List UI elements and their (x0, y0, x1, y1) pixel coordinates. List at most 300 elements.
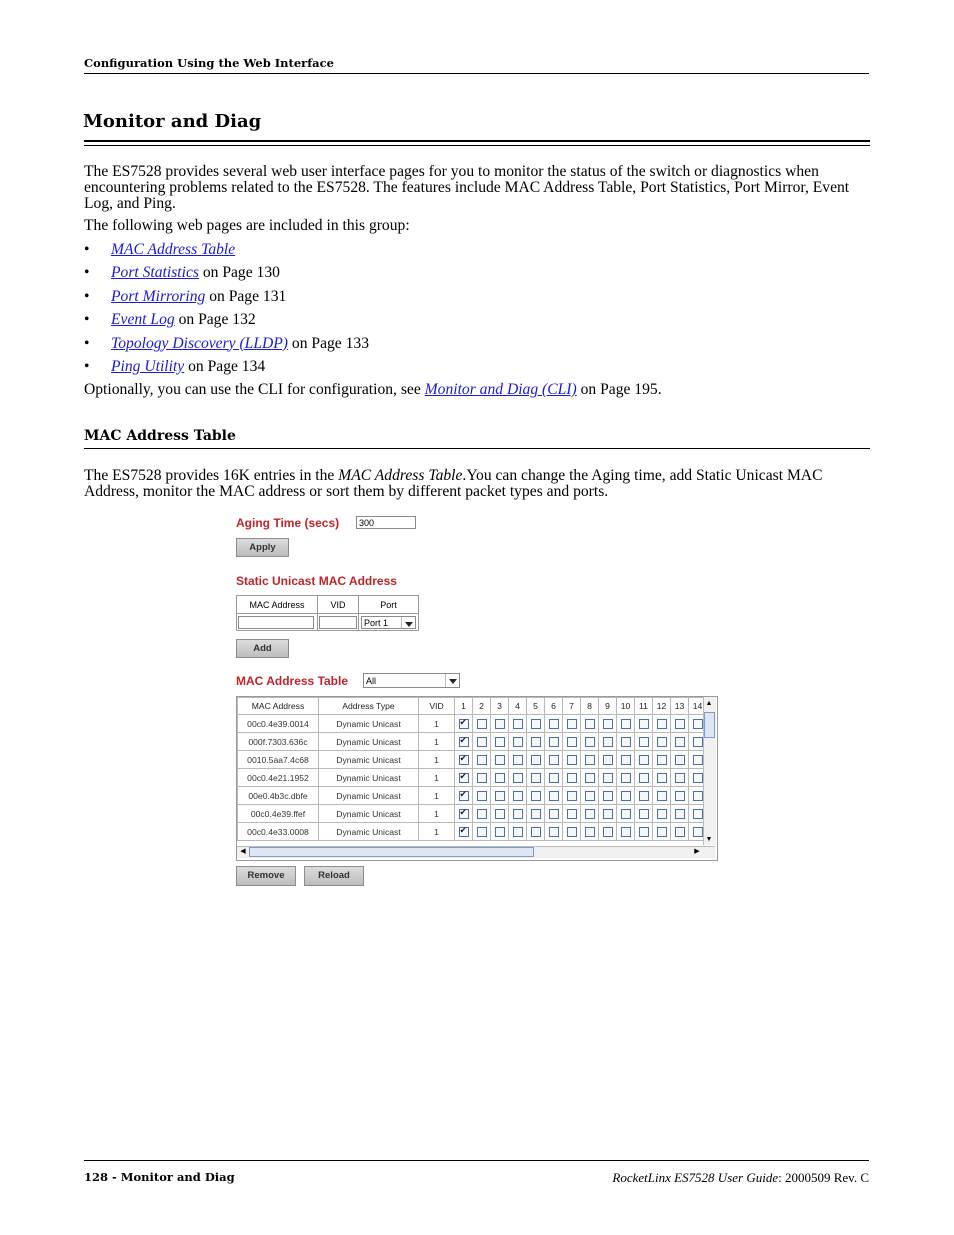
static-vid-cell (318, 614, 359, 631)
port-checkbox[interactable] (639, 791, 649, 801)
port-checkbox[interactable] (693, 827, 703, 837)
port-cell (545, 823, 563, 841)
column-header[interactable]: VID (419, 698, 455, 715)
port-checkbox[interactable] (603, 791, 613, 801)
port-cell (455, 751, 473, 769)
bullet: • (84, 241, 90, 258)
port-cell (671, 733, 689, 751)
port-cell (653, 715, 671, 733)
port-cell (509, 805, 527, 823)
port-cell (617, 769, 635, 787)
list-item (84, 311, 369, 334)
static-port-select[interactable] (361, 616, 416, 629)
static-mac-title: Static Unicast MAC Address (236, 574, 397, 588)
static-col-vid: VID (318, 596, 359, 614)
port-checkbox[interactable] (549, 827, 559, 837)
cell-mac: 00c0.4e39.ffef (238, 805, 319, 823)
port-cell (635, 769, 653, 787)
mac-address-table (237, 697, 707, 841)
port-checkbox[interactable] (657, 827, 667, 837)
port-checkbox[interactable] (603, 827, 613, 837)
port-checkbox[interactable] (657, 809, 667, 819)
port-cell (563, 715, 581, 733)
port-checkbox[interactable] (621, 719, 631, 729)
scroll-left-icon[interactable]: ◀ (240, 848, 246, 855)
table-header-row (238, 698, 707, 715)
port-checkbox[interactable] (549, 755, 559, 765)
port-cell (653, 733, 671, 751)
port-checkbox[interactable] (477, 719, 487, 729)
list-item (84, 358, 369, 381)
port-checkbox[interactable] (495, 809, 505, 819)
link-mac-address-table[interactable]: MAC Address Table (111, 241, 236, 258)
port-cell (545, 715, 563, 733)
port-cell (545, 751, 563, 769)
port-cell (563, 769, 581, 787)
port-cell (635, 715, 653, 733)
port-cell (509, 787, 527, 805)
port-checkbox[interactable] (585, 827, 595, 837)
port-checkbox[interactable] (603, 755, 613, 765)
port-checkbox[interactable] (477, 755, 487, 765)
column-header[interactable]: 13 (671, 698, 689, 715)
port-cell (671, 769, 689, 787)
port-checkbox[interactable] (531, 827, 541, 837)
port-checkbox[interactable] (675, 737, 685, 747)
bullet: • (84, 334, 90, 352)
cell-type: Dynamic Unicast (319, 787, 419, 805)
column-header[interactable]: 5 (527, 698, 545, 715)
port-checkbox[interactable] (675, 755, 685, 765)
table-row[interactable] (238, 823, 707, 841)
page-ref: on Page 133 (288, 334, 370, 352)
aging-time-input[interactable]: 300 (356, 516, 416, 529)
page-ref: on Page 132 (174, 311, 256, 329)
footer-page-label: 128 - Monitor and Diag (84, 1170, 235, 1184)
port-checkbox[interactable] (693, 737, 703, 747)
port-checkbox[interactable] (639, 827, 649, 837)
cell-mac: 0010.5aa7.4c68 (238, 751, 319, 769)
port-checkbox[interactable] (513, 827, 523, 837)
port-cell (563, 751, 581, 769)
port-cell (599, 715, 617, 733)
port-cell (599, 751, 617, 769)
port-checkbox[interactable] (621, 791, 631, 801)
port-checkbox[interactable] (585, 773, 595, 783)
port-checkbox[interactable] (621, 737, 631, 747)
port-cell (455, 823, 473, 841)
port-checkbox[interactable] (495, 719, 505, 729)
port-checkbox[interactable] (513, 773, 523, 783)
port-checkbox[interactable] (693, 773, 703, 783)
static-mac-cell (237, 614, 318, 631)
column-header[interactable]: 11 (635, 698, 653, 715)
port-cell (509, 769, 527, 787)
port-cell (653, 805, 671, 823)
port-checkbox[interactable] (621, 755, 631, 765)
port-cell (671, 823, 689, 841)
port-checkbox[interactable] (585, 809, 595, 819)
port-checkbox[interactable] (477, 773, 487, 783)
cell-type: Dynamic Unicast (319, 769, 419, 787)
port-checkbox[interactable] (531, 737, 541, 747)
static-mac-input[interactable] (238, 616, 314, 629)
port-checkbox[interactable] (459, 827, 469, 837)
bullet: • (84, 357, 90, 375)
cell-vid: 1 (419, 823, 455, 841)
column-header[interactable]: 4 (509, 698, 527, 715)
port-checkbox[interactable] (459, 791, 469, 801)
port-checkbox[interactable] (639, 719, 649, 729)
port-cell (491, 733, 509, 751)
mac-filter-value: All (366, 676, 377, 686)
static-port-value: Port 1 (364, 618, 389, 628)
port-checkbox[interactable] (549, 719, 559, 729)
mac-filter-select[interactable] (363, 673, 460, 688)
port-checkbox[interactable] (675, 791, 685, 801)
port-cell (527, 751, 545, 769)
port-checkbox[interactable] (693, 809, 703, 819)
table-row[interactable] (238, 787, 707, 805)
list-item (84, 241, 369, 264)
port-checkbox[interactable] (585, 755, 595, 765)
table-row[interactable] (238, 715, 707, 733)
port-checkbox[interactable] (693, 791, 703, 801)
footer-doc-rev: : 2000509 Rev. C (778, 1170, 869, 1185)
cli-suffix: on Page 195. (576, 381, 662, 398)
port-checkbox[interactable] (549, 809, 559, 819)
running-header: Configuration Using the Web Interface (84, 56, 334, 70)
port-cell (527, 787, 545, 805)
port-cell (455, 715, 473, 733)
port-cell (509, 823, 527, 841)
port-checkbox[interactable] (567, 791, 577, 801)
aging-time-label: Aging Time (secs) (236, 516, 340, 530)
port-cell (599, 823, 617, 841)
table-row[interactable] (238, 805, 707, 823)
link-ping-utility[interactable]: Ping Utility (111, 357, 185, 375)
list-item (84, 288, 369, 311)
port-checkbox[interactable] (459, 719, 469, 729)
column-header[interactable]: MAC Address (238, 698, 319, 715)
port-cell (581, 823, 599, 841)
port-cell (527, 733, 545, 751)
text-run: The ES7528 provides 16K entries in the (84, 467, 339, 484)
port-checkbox[interactable] (639, 809, 649, 819)
static-mac-table (236, 595, 419, 631)
port-checkbox[interactable] (459, 773, 469, 783)
port-cell (617, 733, 635, 751)
port-checkbox[interactable] (639, 755, 649, 765)
port-checkbox[interactable] (567, 737, 577, 747)
scroll-down-icon[interactable]: ▼ (705, 836, 713, 843)
static-vid-input[interactable] (319, 616, 357, 629)
port-cell (545, 733, 563, 751)
page-ref: on Page 134 (184, 357, 266, 375)
link-topology-discovery[interactable]: Topology Discovery (LLDP) (111, 334, 289, 352)
column-header[interactable]: 7 (563, 698, 581, 715)
port-checkbox[interactable] (477, 791, 487, 801)
cell-mac: 00c0.4e33.0008 (238, 823, 319, 841)
port-checkbox[interactable] (585, 737, 595, 747)
port-checkbox[interactable] (549, 773, 559, 783)
table-row[interactable] (238, 733, 707, 751)
port-cell (581, 769, 599, 787)
port-cell (617, 823, 635, 841)
port-checkbox[interactable] (639, 773, 649, 783)
cell-mac: 00e0.4b3c.dbfe (238, 787, 319, 805)
mac-table-title: MAC Address Table (236, 674, 349, 688)
footer-doc-label (612, 1170, 869, 1186)
port-checkbox[interactable] (459, 755, 469, 765)
port-cell (635, 787, 653, 805)
column-header[interactable]: 1 (455, 698, 473, 715)
port-cell (491, 715, 509, 733)
list-item (84, 264, 369, 287)
port-checkbox[interactable] (567, 755, 577, 765)
cell-vid: 1 (419, 751, 455, 769)
link-monitor-diag-cli[interactable]: Monitor and Diag (CLI) (424, 381, 577, 398)
port-cell (491, 751, 509, 769)
port-checkbox[interactable] (621, 827, 631, 837)
port-checkbox[interactable] (675, 719, 685, 729)
port-cell (635, 751, 653, 769)
port-checkbox[interactable] (477, 827, 487, 837)
column-header[interactable]: 9 (599, 698, 617, 715)
port-cell (545, 769, 563, 787)
port-checkbox[interactable] (495, 827, 505, 837)
port-cell (473, 751, 491, 769)
port-checkbox[interactable] (459, 737, 469, 747)
scroll-right-icon[interactable]: ▶ (694, 848, 700, 855)
port-checkbox[interactable] (693, 719, 703, 729)
port-checkbox[interactable] (513, 809, 523, 819)
list-item (84, 335, 369, 358)
link-port-statistics[interactable]: Port Statistics (111, 264, 199, 282)
cell-vid: 1 (419, 787, 455, 805)
port-checkbox[interactable] (513, 755, 523, 765)
port-checkbox[interactable] (459, 809, 469, 819)
horizontal-scroll-thumb[interactable] (249, 847, 534, 857)
table-row[interactable] (238, 751, 707, 769)
column-header[interactable]: Address Type (319, 698, 419, 715)
port-checkbox[interactable] (657, 719, 667, 729)
port-cell (545, 787, 563, 805)
port-cell (491, 823, 509, 841)
port-cell (455, 787, 473, 805)
header-rule (84, 73, 869, 74)
static-col-port: Port (359, 596, 419, 614)
port-cell (455, 733, 473, 751)
port-cell (473, 715, 491, 733)
port-cell (599, 733, 617, 751)
cell-mac: 00c0.4e21.1952 (238, 769, 319, 787)
port-cell (527, 769, 545, 787)
cell-type: Dynamic Unicast (319, 751, 419, 769)
port-checkbox[interactable] (531, 755, 541, 765)
port-cell (563, 805, 581, 823)
port-checkbox[interactable] (603, 737, 613, 747)
port-checkbox[interactable] (567, 809, 577, 819)
port-cell (509, 715, 527, 733)
port-checkbox[interactable] (495, 791, 505, 801)
table-row[interactable] (238, 769, 707, 787)
cell-type: Dynamic Unicast (319, 715, 419, 733)
subsection-paragraph (84, 468, 874, 500)
column-header[interactable]: 8 (581, 698, 599, 715)
cell-mac: 00c0.4e39.0014 (238, 715, 319, 733)
port-checkbox[interactable] (639, 737, 649, 747)
cell-vid: 1 (419, 805, 455, 823)
port-cell (617, 787, 635, 805)
port-checkbox[interactable] (585, 791, 595, 801)
port-checkbox[interactable] (675, 773, 685, 783)
reload-button[interactable]: Reload (304, 866, 364, 886)
port-cell (653, 751, 671, 769)
port-checkbox[interactable] (495, 737, 505, 747)
static-col-mac: MAC Address (237, 596, 318, 614)
emphasis: MAC Address Table (338, 467, 463, 484)
port-checkbox[interactable] (531, 791, 541, 801)
port-cell (527, 805, 545, 823)
port-checkbox[interactable] (567, 719, 577, 729)
port-checkbox[interactable] (513, 719, 523, 729)
link-port-mirroring[interactable]: Port Mirroring (111, 287, 206, 305)
port-cell (491, 787, 509, 805)
port-cell (509, 733, 527, 751)
port-cell (473, 769, 491, 787)
port-cell (563, 733, 581, 751)
section-title-rule (84, 140, 870, 146)
column-header[interactable]: 2 (473, 698, 491, 715)
add-button[interactable]: Add (236, 639, 289, 658)
apply-button[interactable]: Apply (236, 538, 289, 557)
port-cell (473, 805, 491, 823)
port-checkbox[interactable] (549, 737, 559, 747)
list-intro: The following web pages are included in this group: (84, 217, 410, 234)
footer-doc-title: RocketLinx ES7528 User Guide (612, 1170, 779, 1185)
column-header[interactable]: 14 (689, 698, 707, 715)
port-cell (473, 823, 491, 841)
port-checkbox[interactable] (657, 773, 667, 783)
port-cell (581, 751, 599, 769)
subsection-title: MAC Address Table (84, 428, 236, 444)
port-cell (635, 733, 653, 751)
port-checkbox[interactable] (621, 809, 631, 819)
column-header[interactable]: 10 (617, 698, 635, 715)
remove-button[interactable]: Remove (236, 866, 296, 886)
port-cell (653, 823, 671, 841)
port-cell (455, 805, 473, 823)
port-cell (635, 823, 653, 841)
port-checkbox[interactable] (585, 719, 595, 729)
port-cell (653, 769, 671, 787)
port-cell (653, 787, 671, 805)
subsection-rule (84, 448, 870, 449)
chevron-down-icon (401, 617, 415, 628)
port-cell (671, 751, 689, 769)
port-cell (617, 805, 635, 823)
port-cell (599, 787, 617, 805)
page-ref: on Page 131 (205, 287, 287, 305)
port-cell (599, 805, 617, 823)
vertical-scroll-thumb[interactable] (704, 712, 715, 738)
port-checkbox[interactable] (567, 827, 577, 837)
port-cell (491, 769, 509, 787)
port-checkbox[interactable] (657, 737, 667, 747)
port-cell (473, 787, 491, 805)
port-checkbox[interactable] (657, 755, 667, 765)
port-cell (563, 787, 581, 805)
intro-paragraph: The ES7528 provides several web user interface pages for you to monitor the status of the switch or diagnostics when encountering problems related to the ES7528. The features include MAC Address Table, Port Statistics, Port Mirror, Event Log, and Ping. (84, 163, 850, 212)
port-checkbox[interactable] (693, 755, 703, 765)
port-cell (455, 769, 473, 787)
port-cell (563, 823, 581, 841)
port-checkbox[interactable] (531, 809, 541, 819)
section-title: Monitor and Diag (83, 111, 262, 132)
port-checkbox[interactable] (567, 773, 577, 783)
port-checkbox[interactable] (495, 755, 505, 765)
cell-type: Dynamic Unicast (319, 823, 419, 841)
bullet: • (84, 264, 90, 282)
page-ref: on Page 130 (198, 264, 280, 282)
port-cell (599, 769, 617, 787)
port-cell (527, 823, 545, 841)
port-cell (671, 787, 689, 805)
cell-mac: 000f.7303.636c (238, 733, 319, 751)
cell-vid: 1 (419, 769, 455, 787)
port-checkbox[interactable] (513, 791, 523, 801)
page-list (84, 241, 369, 381)
port-checkbox[interactable] (657, 791, 667, 801)
port-checkbox[interactable] (549, 791, 559, 801)
port-checkbox[interactable] (477, 737, 487, 747)
bullet: • (84, 287, 90, 305)
port-checkbox[interactable] (603, 809, 613, 819)
port-checkbox[interactable] (675, 809, 685, 819)
port-checkbox[interactable] (675, 827, 685, 837)
link-event-log[interactable]: Event Log (111, 311, 175, 329)
cell-type: Dynamic Unicast (319, 805, 419, 823)
port-checkbox[interactable] (477, 809, 487, 819)
scroll-up-icon[interactable]: ▲ (705, 700, 713, 707)
port-cell (635, 805, 653, 823)
static-port-cell (359, 614, 419, 631)
column-header[interactable]: 12 (653, 698, 671, 715)
port-checkbox[interactable] (621, 773, 631, 783)
port-cell (671, 715, 689, 733)
port-cell (527, 715, 545, 733)
chevron-down-icon (445, 674, 459, 687)
bullet: • (84, 311, 90, 329)
port-cell (509, 751, 527, 769)
port-cell (473, 733, 491, 751)
port-cell (581, 715, 599, 733)
port-cell (617, 715, 635, 733)
port-checkbox[interactable] (531, 719, 541, 729)
port-checkbox[interactable] (495, 773, 505, 783)
port-checkbox[interactable] (513, 737, 523, 747)
port-checkbox[interactable] (603, 773, 613, 783)
column-header[interactable]: 6 (545, 698, 563, 715)
port-checkbox[interactable] (531, 773, 541, 783)
footer-rule (84, 1160, 869, 1161)
cli-paragraph (84, 382, 662, 398)
port-cell (581, 733, 599, 751)
column-header[interactable]: 3 (491, 698, 509, 715)
cell-type: Dynamic Unicast (319, 733, 419, 751)
port-checkbox[interactable] (603, 719, 613, 729)
